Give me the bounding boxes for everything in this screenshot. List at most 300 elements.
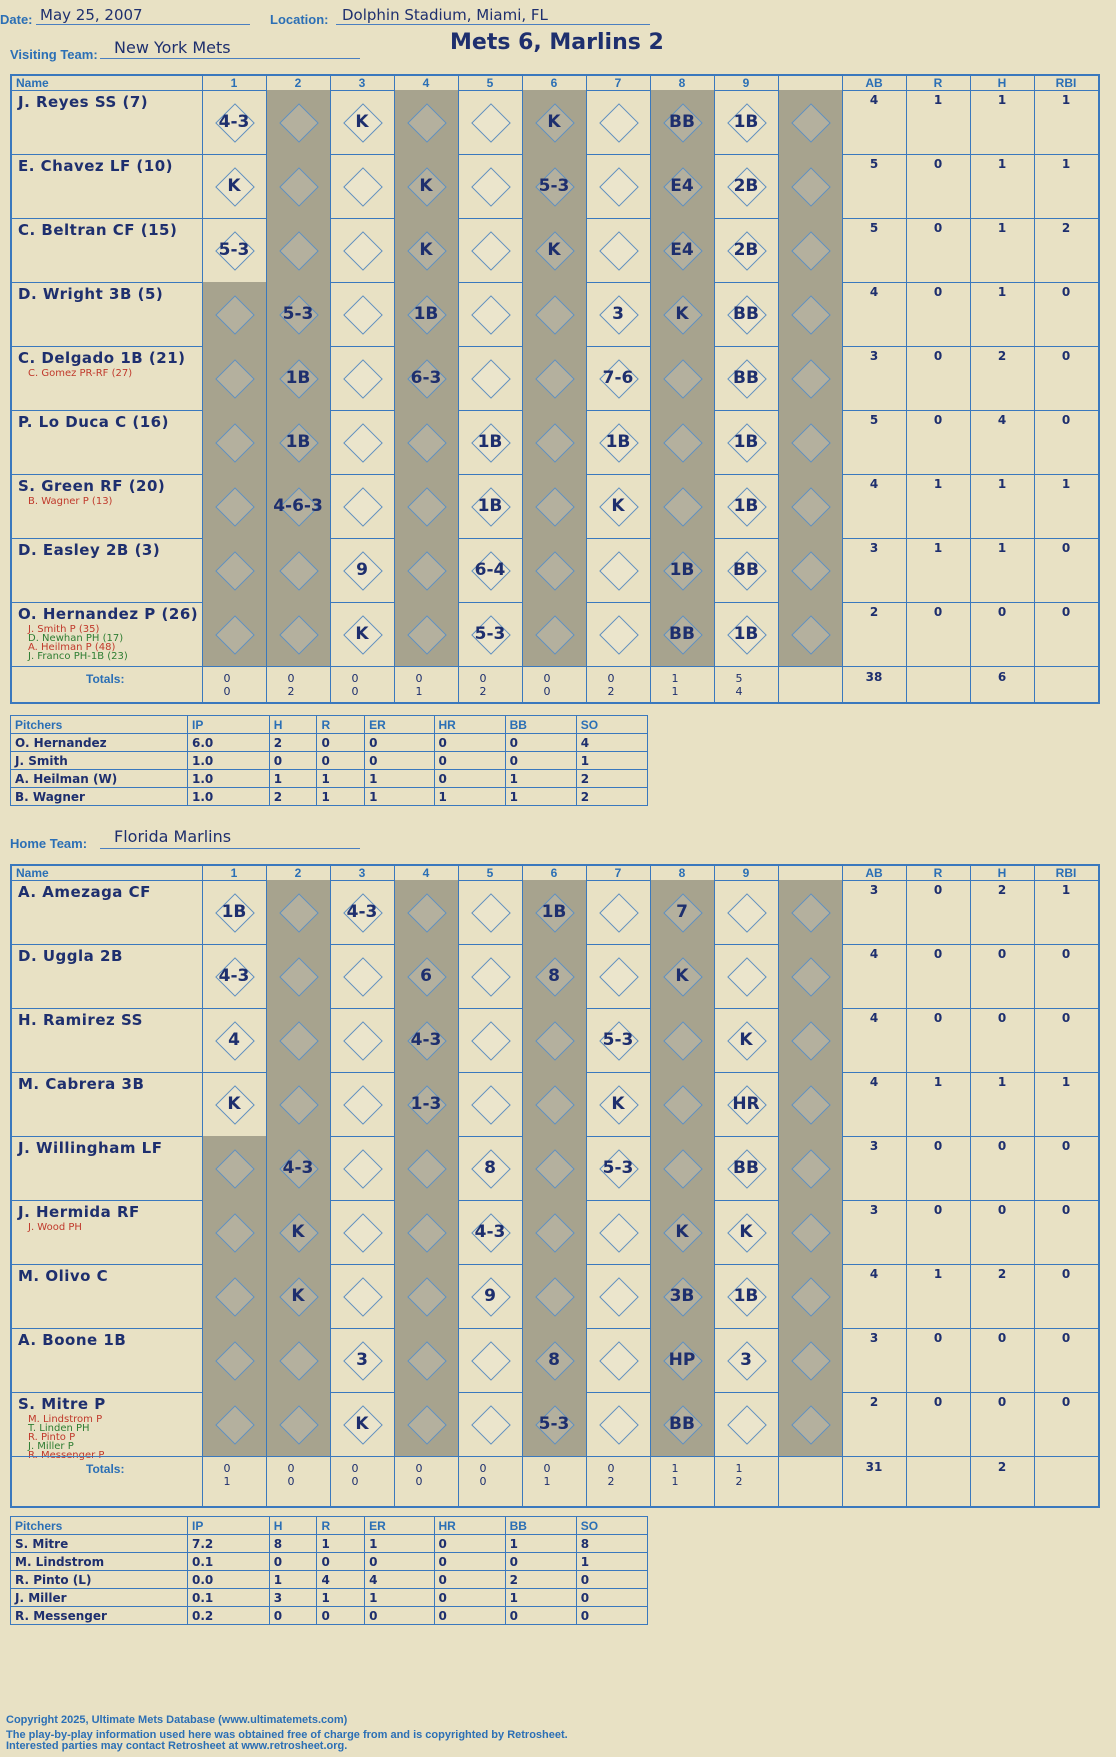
stat-h: 0 bbox=[997, 1203, 1007, 1217]
at-bat-cell bbox=[266, 1008, 330, 1072]
at-bat-cell bbox=[458, 346, 522, 410]
at-bat-cell bbox=[330, 474, 394, 538]
stat-rbi: 0 bbox=[1061, 285, 1071, 299]
at-bat-cell bbox=[714, 944, 778, 1008]
substitute-name: J. Franco PH-1B (23) bbox=[28, 651, 128, 662]
at-bat-cell bbox=[330, 346, 394, 410]
base-diamond bbox=[535, 1149, 575, 1189]
at-bat-cell bbox=[202, 944, 266, 1008]
at-bat-cell bbox=[650, 410, 714, 474]
at-bat-cell bbox=[266, 90, 330, 154]
column-divider bbox=[330, 76, 331, 702]
stat-rbi: 1 bbox=[1061, 1075, 1071, 1089]
at-bat-cell bbox=[522, 474, 586, 538]
base-diamond bbox=[599, 1277, 639, 1317]
at-bat-cell bbox=[330, 1200, 394, 1264]
stat-r: 0 bbox=[933, 883, 943, 897]
base-diamond bbox=[791, 893, 831, 933]
at-bat-cell bbox=[458, 1264, 522, 1328]
at-bat-cell bbox=[778, 1264, 842, 1328]
at-bat-cell bbox=[458, 282, 522, 346]
stat-ab: 5 bbox=[869, 157, 879, 171]
at-bat-cell bbox=[714, 1328, 778, 1392]
column-divider bbox=[394, 866, 395, 1506]
at-bat-cell bbox=[522, 1264, 586, 1328]
pitcher-stat-cell: J. Smith bbox=[11, 752, 188, 770]
pitchers-header-cell: SO bbox=[576, 716, 647, 734]
base-diamond bbox=[215, 1405, 255, 1445]
stat-h: 2 bbox=[997, 349, 1007, 363]
at-bat-cell bbox=[586, 1136, 650, 1200]
base-diamond bbox=[663, 487, 703, 527]
pitcher-stat-cell: 4 bbox=[576, 734, 647, 752]
at-bat-cell bbox=[394, 474, 458, 538]
at-bat-cell bbox=[202, 1392, 266, 1456]
base-diamond bbox=[727, 893, 767, 933]
totals-h: 2 bbox=[997, 1460, 1007, 1474]
play-result: 1-3 bbox=[410, 1094, 442, 1114]
player-name: E. Chavez LF (10) bbox=[18, 157, 173, 175]
base-diamond bbox=[215, 1277, 255, 1317]
base-diamond bbox=[279, 231, 319, 271]
at-bat-cell bbox=[778, 1328, 842, 1392]
play-result: K bbox=[419, 176, 433, 196]
at-bat-cell bbox=[202, 90, 266, 154]
play-result: K bbox=[547, 240, 561, 260]
pitcher-stat-cell: R. Messenger bbox=[11, 1607, 188, 1625]
at-bat-cell bbox=[330, 1136, 394, 1200]
stat-h: 4 bbox=[997, 413, 1007, 427]
at-bat-cell bbox=[266, 474, 330, 538]
pitcher-row bbox=[11, 752, 648, 770]
stat-rbi: 0 bbox=[1061, 947, 1071, 961]
column-divider bbox=[970, 76, 971, 702]
base-diamond bbox=[791, 359, 831, 399]
at-bat-cell bbox=[330, 410, 394, 474]
inning-total: 0 2 bbox=[607, 672, 629, 698]
play-result: 5-3 bbox=[538, 176, 570, 196]
play-result: K bbox=[291, 1286, 305, 1306]
play-result: 7 bbox=[676, 902, 688, 922]
stat-r: 1 bbox=[933, 1267, 943, 1281]
play-result: K bbox=[739, 1030, 753, 1050]
column-divider bbox=[842, 866, 843, 1506]
column-divider bbox=[650, 866, 651, 1506]
at-bat-cell bbox=[458, 538, 522, 602]
play-result: BB bbox=[733, 1158, 759, 1178]
stat-rbi: 0 bbox=[1061, 605, 1071, 619]
stat-r: 0 bbox=[933, 1331, 943, 1345]
stat-h: 1 bbox=[997, 477, 1007, 491]
stat-r: 0 bbox=[933, 221, 943, 235]
pitcher-stat-cell: 2 bbox=[576, 770, 647, 788]
at-bat-cell bbox=[394, 1392, 458, 1456]
column-divider bbox=[842, 76, 843, 702]
stat-ab: 4 bbox=[869, 1267, 879, 1281]
base-diamond bbox=[535, 1085, 575, 1125]
pitcher-stat-cell: 4 bbox=[317, 1571, 365, 1589]
player-name: D. Uggla 2B bbox=[18, 947, 123, 965]
inning-total: 0 2 bbox=[607, 1462, 629, 1488]
inning-header-9: 9 bbox=[742, 76, 750, 90]
at-bat-cell bbox=[586, 410, 650, 474]
play-result: K bbox=[611, 496, 625, 516]
totals-label: Totals: bbox=[86, 672, 125, 686]
base-diamond bbox=[599, 551, 639, 591]
at-bat-cell bbox=[522, 538, 586, 602]
stat-r: 0 bbox=[933, 1139, 943, 1153]
at-bat-cell bbox=[522, 880, 586, 944]
play-result: 4-3 bbox=[474, 1222, 506, 1242]
play-result: 4-3 bbox=[218, 112, 250, 132]
base-diamond bbox=[471, 893, 511, 933]
at-bat-cell bbox=[714, 1008, 778, 1072]
pitchers-header-cell: H bbox=[269, 716, 317, 734]
play-result: 6 bbox=[420, 966, 432, 986]
at-bat-cell bbox=[202, 346, 266, 410]
pitchers-header-cell: R bbox=[317, 1517, 365, 1535]
base-diamond bbox=[407, 1277, 447, 1317]
pitcher-stat-cell: 1 bbox=[576, 752, 647, 770]
at-bat-cell bbox=[714, 410, 778, 474]
at-bat-cell bbox=[330, 218, 394, 282]
play-result: 7-6 bbox=[602, 368, 634, 388]
substitute-name: M. Lindstrom P bbox=[28, 1414, 103, 1425]
base-diamond bbox=[471, 1021, 511, 1061]
stat-rbi: 0 bbox=[1061, 541, 1071, 555]
player-name: J. Willingham LF bbox=[18, 1139, 163, 1157]
play-result: 9 bbox=[484, 1286, 496, 1306]
stat-h: 1 bbox=[997, 157, 1007, 171]
at-bat-cell bbox=[650, 538, 714, 602]
visiting-team: New York Mets bbox=[114, 38, 231, 57]
stat-ab: 2 bbox=[869, 1395, 879, 1409]
footer-contact: Interested parties may contact Retrosheet at www.retrosheet.org. bbox=[6, 1740, 348, 1752]
at-bat-cell bbox=[586, 1392, 650, 1456]
stat-h: 2 bbox=[997, 1267, 1007, 1281]
inning-total: 1 1 bbox=[671, 672, 693, 698]
play-result: 4 bbox=[228, 1030, 240, 1050]
stat-ab: 2 bbox=[869, 605, 879, 619]
at-bat-cell bbox=[458, 1200, 522, 1264]
pitchers-header-cell: BB bbox=[505, 716, 576, 734]
stat-ab: 4 bbox=[869, 93, 879, 107]
stat-r: 1 bbox=[933, 93, 943, 107]
at-bat-cell bbox=[586, 1200, 650, 1264]
footer-retrosheet: The play-by-play information used here was obtained free of charge from and is copyrighted by Retrosheet. bbox=[6, 1729, 568, 1741]
play-result: HP bbox=[668, 1350, 696, 1370]
at-bat-cell bbox=[714, 1136, 778, 1200]
pitcher-row bbox=[11, 734, 648, 752]
stat-rbi: 1 bbox=[1061, 93, 1071, 107]
at-bat-cell bbox=[394, 1072, 458, 1136]
at-bat-cell bbox=[714, 1264, 778, 1328]
pitchers-header-cell: BB bbox=[505, 1517, 576, 1535]
play-result: 2B bbox=[733, 176, 759, 196]
inning-header-7: 7 bbox=[614, 76, 622, 90]
base-diamond bbox=[727, 1405, 767, 1445]
at-bat-cell bbox=[266, 1072, 330, 1136]
pitcher-stat-cell: 1 bbox=[317, 1589, 365, 1607]
at-bat-cell bbox=[266, 1264, 330, 1328]
base-diamond bbox=[343, 1085, 383, 1125]
at-bat-cell bbox=[266, 346, 330, 410]
inning-header-7: 7 bbox=[614, 866, 622, 880]
at-bat-cell bbox=[458, 1328, 522, 1392]
stat-r: 0 bbox=[933, 947, 943, 961]
pitcher-stat-cell: 1 bbox=[317, 1535, 365, 1553]
at-bat-cell bbox=[522, 282, 586, 346]
at-bat-cell bbox=[330, 282, 394, 346]
base-diamond bbox=[471, 1405, 511, 1445]
at-bat-cell bbox=[586, 1328, 650, 1392]
play-result: K bbox=[355, 1414, 369, 1434]
pitcher-stat-cell: 1 bbox=[505, 1589, 576, 1607]
play-result: 5-3 bbox=[218, 240, 250, 260]
pitcher-stat-cell: O. Hernandez bbox=[11, 734, 188, 752]
r-column-header: R bbox=[933, 866, 943, 880]
base-diamond bbox=[791, 957, 831, 997]
play-result: BB bbox=[669, 624, 695, 644]
at-bat-cell bbox=[586, 1264, 650, 1328]
player-name: J. Hermida RF bbox=[18, 1203, 140, 1221]
pitcher-stat-cell: 1 bbox=[365, 1535, 434, 1553]
base-diamond bbox=[727, 957, 767, 997]
play-result: 3B bbox=[669, 1286, 695, 1306]
play-result: 5-3 bbox=[538, 1414, 570, 1434]
footer-copyright: Copyright 2025, Ultimate Mets Database (www.ultimatemets.com) bbox=[6, 1714, 348, 1726]
at-bat-cell bbox=[586, 880, 650, 944]
inning-header-6: 6 bbox=[550, 866, 558, 880]
at-bat-cell bbox=[394, 944, 458, 1008]
base-diamond bbox=[535, 359, 575, 399]
row-divider bbox=[12, 666, 1098, 667]
stat-h: 1 bbox=[997, 93, 1007, 107]
base-diamond bbox=[471, 1085, 511, 1125]
column-divider bbox=[586, 76, 587, 702]
at-bat-cell bbox=[458, 944, 522, 1008]
pitcher-stat-cell: 8 bbox=[269, 1535, 317, 1553]
pitchers-header-cell: H bbox=[269, 1517, 317, 1535]
at-bat-cell bbox=[266, 1136, 330, 1200]
at-bat-cell bbox=[330, 154, 394, 218]
play-result: 5-3 bbox=[474, 624, 506, 644]
at-bat-cell bbox=[266, 1200, 330, 1264]
at-bat-cell bbox=[394, 880, 458, 944]
base-diamond bbox=[791, 551, 831, 591]
game-title: Mets 6, Marlins 2 bbox=[450, 30, 664, 55]
at-bat-cell bbox=[650, 1072, 714, 1136]
base-diamond bbox=[343, 957, 383, 997]
stat-r: 0 bbox=[933, 605, 943, 619]
at-bat-cell bbox=[522, 944, 586, 1008]
r-column-header: R bbox=[933, 76, 943, 90]
at-bat-cell bbox=[458, 410, 522, 474]
at-bat-cell bbox=[458, 880, 522, 944]
date-label: Date: bbox=[0, 12, 33, 27]
pitchers-header-cell: Pitchers bbox=[11, 716, 188, 734]
player-name: A. Boone 1B bbox=[18, 1331, 127, 1349]
base-diamond bbox=[471, 359, 511, 399]
pitcher-stat-cell: 1 bbox=[365, 1589, 434, 1607]
at-bat-cell bbox=[330, 1008, 394, 1072]
at-bat-cell bbox=[266, 1328, 330, 1392]
play-result: 5-3 bbox=[602, 1158, 634, 1178]
pitcher-stat-cell: R. Pinto (L) bbox=[11, 1571, 188, 1589]
pitcher-stat-cell: A. Heilman (W) bbox=[11, 770, 188, 788]
inning-header-1: 1 bbox=[230, 866, 238, 880]
column-divider bbox=[970, 866, 971, 1506]
stat-rbi: 0 bbox=[1061, 1139, 1071, 1153]
base-diamond bbox=[791, 615, 831, 655]
at-bat-cell bbox=[522, 410, 586, 474]
base-diamond bbox=[407, 1405, 447, 1445]
at-bat-cell bbox=[778, 880, 842, 944]
inning-total: 0 2 bbox=[479, 672, 501, 698]
at-bat-cell bbox=[522, 90, 586, 154]
base-diamond bbox=[791, 1341, 831, 1381]
at-bat-cell bbox=[266, 538, 330, 602]
play-result: 8 bbox=[484, 1158, 496, 1178]
at-bat-cell bbox=[202, 1264, 266, 1328]
pitcher-stat-cell: 0 bbox=[434, 1589, 505, 1607]
pitcher-stat-cell: 8 bbox=[576, 1535, 647, 1553]
pitcher-stat-cell: 0 bbox=[269, 752, 317, 770]
stat-ab: 5 bbox=[869, 221, 879, 235]
base-diamond bbox=[599, 615, 639, 655]
stat-rbi: 0 bbox=[1061, 1011, 1071, 1025]
stat-r: 1 bbox=[933, 477, 943, 491]
pitcher-stat-cell: 0 bbox=[505, 752, 576, 770]
inning-total: 1 2 bbox=[735, 1462, 757, 1488]
pitcher-stat-cell: 0 bbox=[365, 752, 434, 770]
play-result: 1B bbox=[669, 560, 695, 580]
at-bat-cell bbox=[522, 1072, 586, 1136]
pitcher-stat-cell: 0 bbox=[365, 1553, 434, 1571]
visiting-label: Visiting Team: bbox=[10, 47, 98, 62]
stat-r: 0 bbox=[933, 1395, 943, 1409]
ab-column-header: AB bbox=[865, 76, 883, 90]
date-value: May 25, 2007 bbox=[40, 6, 143, 24]
inning-header-3: 3 bbox=[358, 866, 366, 880]
stat-h: 0 bbox=[997, 605, 1007, 619]
at-bat-cell bbox=[330, 1328, 394, 1392]
at-bat-cell bbox=[330, 1264, 394, 1328]
at-bat-cell bbox=[266, 602, 330, 666]
pitchers-header-cell: Pitchers bbox=[11, 1517, 188, 1535]
base-diamond bbox=[343, 487, 383, 527]
column-divider bbox=[714, 866, 715, 1506]
play-result: HR bbox=[732, 1094, 760, 1114]
pitcher-row bbox=[11, 1589, 648, 1607]
inning-header-2: 2 bbox=[294, 76, 302, 90]
at-bat-cell bbox=[522, 1136, 586, 1200]
inning-total: 0 0 bbox=[223, 672, 245, 698]
player-name: D. Wright 3B (5) bbox=[18, 285, 164, 303]
visitor-scorecard bbox=[10, 74, 1100, 704]
player-name: M. Cabrera 3B bbox=[18, 1075, 145, 1093]
base-diamond bbox=[407, 487, 447, 527]
play-result: E4 bbox=[670, 176, 694, 196]
base-diamond bbox=[791, 1213, 831, 1253]
play-result: 5-3 bbox=[602, 1030, 634, 1050]
player-name: M. Olivo C bbox=[18, 1267, 109, 1285]
base-diamond bbox=[215, 1341, 255, 1381]
base-diamond bbox=[471, 957, 511, 997]
at-bat-cell bbox=[650, 602, 714, 666]
pitcher-stat-cell: 0 bbox=[365, 734, 434, 752]
column-divider bbox=[458, 76, 459, 702]
player-name: H. Ramirez SS bbox=[18, 1011, 143, 1029]
at-bat-cell bbox=[778, 154, 842, 218]
at-bat-cell bbox=[586, 90, 650, 154]
at-bat-cell bbox=[586, 538, 650, 602]
play-result: 3 bbox=[740, 1350, 752, 1370]
pitcher-stat-cell: 0 bbox=[505, 1553, 576, 1571]
base-diamond bbox=[535, 295, 575, 335]
substitute-name: J. Smith P (35) bbox=[28, 624, 100, 635]
at-bat-cell bbox=[778, 602, 842, 666]
at-bat-cell bbox=[394, 538, 458, 602]
at-bat-cell bbox=[714, 346, 778, 410]
pitcher-stat-cell: 0 bbox=[317, 1553, 365, 1571]
at-bat-cell bbox=[202, 154, 266, 218]
base-diamond bbox=[471, 103, 511, 143]
pitcher-stat-cell: 0.1 bbox=[188, 1589, 270, 1607]
base-diamond bbox=[279, 1085, 319, 1125]
pitcher-stat-cell: 0 bbox=[434, 734, 505, 752]
pitcher-row bbox=[11, 1535, 648, 1553]
play-result: 1B bbox=[477, 432, 503, 452]
pitchers-header-cell: ER bbox=[365, 1517, 434, 1535]
at-bat-cell bbox=[650, 346, 714, 410]
at-bat-cell bbox=[778, 538, 842, 602]
inning-total: 0 0 bbox=[287, 1462, 309, 1488]
base-diamond bbox=[599, 1405, 639, 1445]
at-bat-cell bbox=[330, 944, 394, 1008]
pitcher-stat-cell: 0 bbox=[576, 1589, 647, 1607]
at-bat-cell bbox=[586, 346, 650, 410]
pitcher-stat-cell: 0 bbox=[317, 734, 365, 752]
pitcher-row bbox=[11, 1571, 648, 1589]
pitchers-header-cell: IP bbox=[188, 716, 270, 734]
at-bat-cell bbox=[778, 410, 842, 474]
player-name: C. Delgado 1B (21) bbox=[18, 349, 186, 367]
at-bat-cell bbox=[202, 602, 266, 666]
inning-total: 0 0 bbox=[479, 1462, 501, 1488]
play-result: K bbox=[419, 240, 433, 260]
at-bat-cell bbox=[394, 1136, 458, 1200]
base-diamond bbox=[279, 167, 319, 207]
at-bat-cell bbox=[522, 218, 586, 282]
stat-ab: 4 bbox=[869, 947, 879, 961]
inning-header-4: 4 bbox=[422, 76, 430, 90]
rbi-column-header: RBI bbox=[1055, 866, 1077, 880]
base-diamond bbox=[343, 423, 383, 463]
play-result: 4-3 bbox=[282, 1158, 314, 1178]
play-result: K bbox=[355, 624, 369, 644]
substitute-name: C. Gomez PR-RF (27) bbox=[28, 368, 133, 379]
totals-label: Totals: bbox=[86, 1462, 125, 1476]
stat-rbi: 1 bbox=[1061, 883, 1071, 897]
stat-rbi: 0 bbox=[1061, 1395, 1071, 1409]
substitute-name: R. Messenger P bbox=[28, 1450, 105, 1461]
home-label: Home Team: bbox=[10, 836, 88, 851]
base-diamond bbox=[343, 1149, 383, 1189]
base-diamond bbox=[407, 615, 447, 655]
pitcher-stat-cell: 0 bbox=[317, 1607, 365, 1625]
column-divider bbox=[266, 76, 267, 702]
